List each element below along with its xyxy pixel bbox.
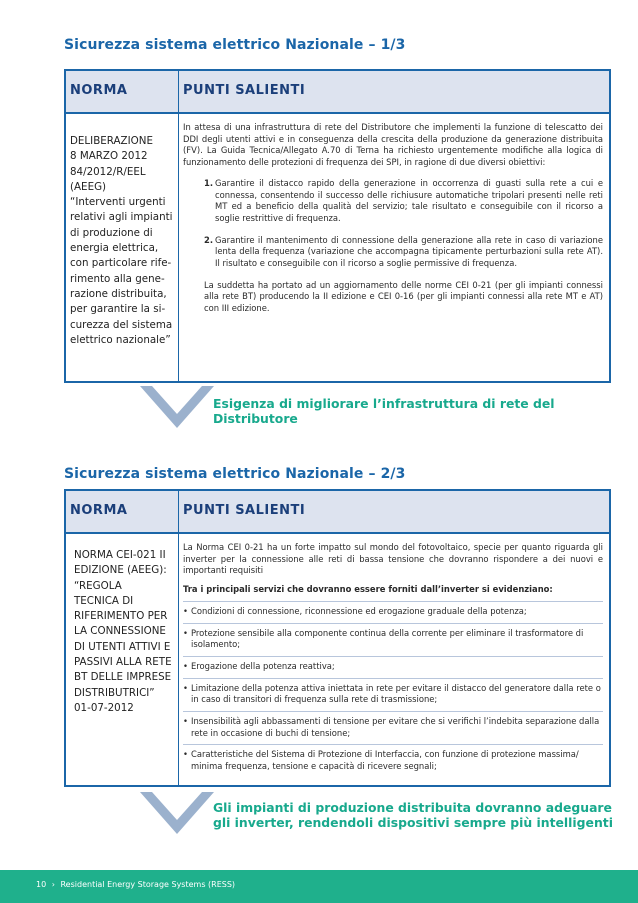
table-body — [66, 534, 609, 787]
header-punti-salienti: PUNTI SALIENTI — [178, 491, 609, 532]
norma-line: energia elettrica, — [70, 242, 159, 255]
bullet-text: Erogazione della potenza reattiva; — [191, 660, 335, 671]
table-body — [66, 114, 609, 383]
norma-line: NORMA CEI-021 II — [74, 549, 166, 561]
bullet-item — [183, 657, 603, 679]
norma-line: relativi agli impianti — [70, 211, 173, 224]
bullet-item — [183, 745, 603, 772]
closing-paragraph: La suddetta ha portato ad un aggiornamento delle norme CEI 0-21 (per gli impianti connessi alla rete BT) producendo la II edizione e CEI 0-16 (per gli impianti connessi alla rete MT e AT) con III edizione. — [204, 279, 603, 314]
punti-salienti-cell — [178, 534, 609, 787]
callout-1 — [213, 396, 555, 426]
bullet-item — [183, 624, 603, 657]
norma-cell — [66, 114, 178, 383]
norma-line: con particolare rife- — [70, 257, 172, 270]
norma-line: rimento alla gene- — [70, 272, 165, 285]
norma-cell — [66, 534, 178, 787]
point-2-text: Garantire il mantenimento di connessione della generazione alla rete in caso di variazione lenta della frequenza (variazione che accompagna tipicamente perturbazioni sulla rete AT). Il risultato e conseguibile con il ricorso a soglie permissive di frequenza. — [215, 234, 603, 269]
chevron-down-icon — [140, 792, 214, 834]
norma-line: “REGOLA — [74, 579, 122, 592]
norma-line: razione distribuita, — [70, 287, 167, 300]
callout-line: Distributore — [213, 411, 298, 426]
norma-line: LA CONNESSIONE — [74, 625, 166, 638]
intro-paragraph: La Norma CEI 0-21 ha un forte impatto sul mondo del fotovoltaico, specie per quanto riguarda gli inverter per la connessione alle reti di bassa tensione che dovranno rispondere a dei nuovi e importanti requisiti — [183, 542, 603, 576]
norma-line: EDIZIONE (AEEG): — [74, 564, 167, 577]
norma-line: 84/2012/R/EEL — [70, 165, 146, 178]
header-norma: NORMA — [70, 83, 128, 98]
point-1-number: 1. — [204, 177, 214, 188]
bullet-item — [183, 679, 603, 712]
norma-line: TECNICA DI — [74, 594, 134, 607]
norma-line: DI UTENTI ATTIVI E — [74, 640, 171, 653]
punti-salienti-cell — [178, 114, 609, 383]
norma-line: 8 MARZO 2012 — [70, 150, 148, 163]
callout-line: Gli impianti di produzione distribuita dovranno adeguare — [213, 800, 612, 815]
norma-table-2 — [64, 489, 611, 787]
table-header — [66, 491, 609, 534]
page-number: 10 — [36, 880, 47, 889]
norma-line: DELIBERAZIONE — [70, 135, 153, 147]
header-norma: NORMA — [70, 503, 128, 518]
norma-line: curezza del sistema — [70, 318, 173, 331]
chevron-right-icon: › — [51, 880, 55, 889]
bullet-text: Condizioni di connessione, riconnessione ed erogazione graduale della potenza; — [191, 605, 527, 616]
bullet-text: Protezione sensibile alla componente continua della corrente per eliminare il trasformatore di isolamento; — [191, 627, 584, 650]
intro-paragraph: In attesa di una infrastruttura di rete del Distributore che implementi la funzione di telescatto dei DDI degli utenti attivi e in conseguenza della crescita della produzione da generazione distribuita (FV). La Guida Tecnica/Allegato A.70 di Terna ha richiesto urgentemente modifiche alla logica di funzionamento delle protezioni di frequenza dei SPI, in ragione di due diversi obiettivi: — [183, 122, 603, 168]
norma-line: per garantire la si- — [70, 303, 166, 316]
footer-title: Residential Energy Storage Systems (RESS) — [60, 880, 236, 889]
norma-line: di produzione di — [70, 226, 153, 239]
norma-line: 01-07-2012 — [74, 701, 134, 714]
chevron-down-icon — [140, 386, 214, 428]
norma-line: BT DELLE IMPRESE — [74, 671, 172, 684]
callout-line: Esigenza di migliorare l’infrastruttura di rete del — [213, 396, 555, 411]
bullet-text: Caratteristiche del Sistema di Protezione di Interfaccia, con funzione di protezione massima/ minima frequenza, tensione e capacità di ricevere segnali; — [191, 749, 579, 772]
bullet-dot-icon: • — [183, 716, 188, 727]
page-footer — [0, 870, 638, 903]
point-2-number: 2. — [204, 234, 214, 245]
header-punti-salienti: PUNTI SALIENTI — [178, 71, 609, 112]
norma-table-1 — [64, 69, 611, 383]
table-header — [66, 71, 609, 114]
point-2 — [204, 235, 603, 270]
bullet-dot-icon: • — [183, 682, 188, 693]
bullet-dot-icon: • — [183, 749, 188, 760]
bullet-item — [183, 712, 603, 745]
norma-line: RIFERIMENTO PER — [74, 610, 168, 623]
bullet-text: Insensibilità agli abbassamenti di tensione per evitare che si verifichi l’indebita separazione dalla rete in occasione di buchi di tensione; — [191, 716, 600, 738]
footer-text — [36, 880, 235, 889]
section-1-title: Sicurezza sistema elettrico Nazionale – 1/3 — [64, 37, 406, 53]
point-1 — [204, 178, 603, 225]
callout-2 — [213, 800, 613, 830]
bullet-item — [183, 602, 603, 624]
norma-line: (AEEG) — [70, 180, 107, 193]
norma-line: “Interventi urgenti — [70, 196, 166, 209]
bullet-dot-icon: • — [183, 660, 188, 671]
norma-line: elettrico nazionale” — [70, 333, 171, 346]
point-1-text: Garantire il distacco rapido della generazione in occorrenza di guasti sulla rete a cui e connessa, consentendo il successo delle richiusure automatiche tripolari presenti nelle reti MT ed a beneficio della qualità del servizio; tale risultato e conseguibile con il ricorso a soglie restrittive di frequenza. — [215, 177, 603, 223]
bullet-dot-icon: • — [183, 627, 188, 638]
bullet-dot-icon: • — [183, 605, 188, 616]
norma-line: DISTRIBUTRICI” — [74, 686, 155, 699]
callout-line: gli inverter, rendendoli dispositivi sempre più intelligenti — [213, 815, 613, 830]
section-2-title: Sicurezza sistema elettrico Nazionale – 2/3 — [64, 466, 406, 482]
subheading: Tra i principali servizi che dovranno essere forniti dall’inverter si evidenziano: — [183, 584, 603, 602]
norma-line: PASSIVI ALLA RETE — [74, 656, 172, 669]
bullet-text: Limitazione della potenza attiva iniettata in rete per evitare il distacco del generatore dalla rete o in caso di transitori di frequenza sulla rete di trasmissione; — [191, 682, 601, 705]
